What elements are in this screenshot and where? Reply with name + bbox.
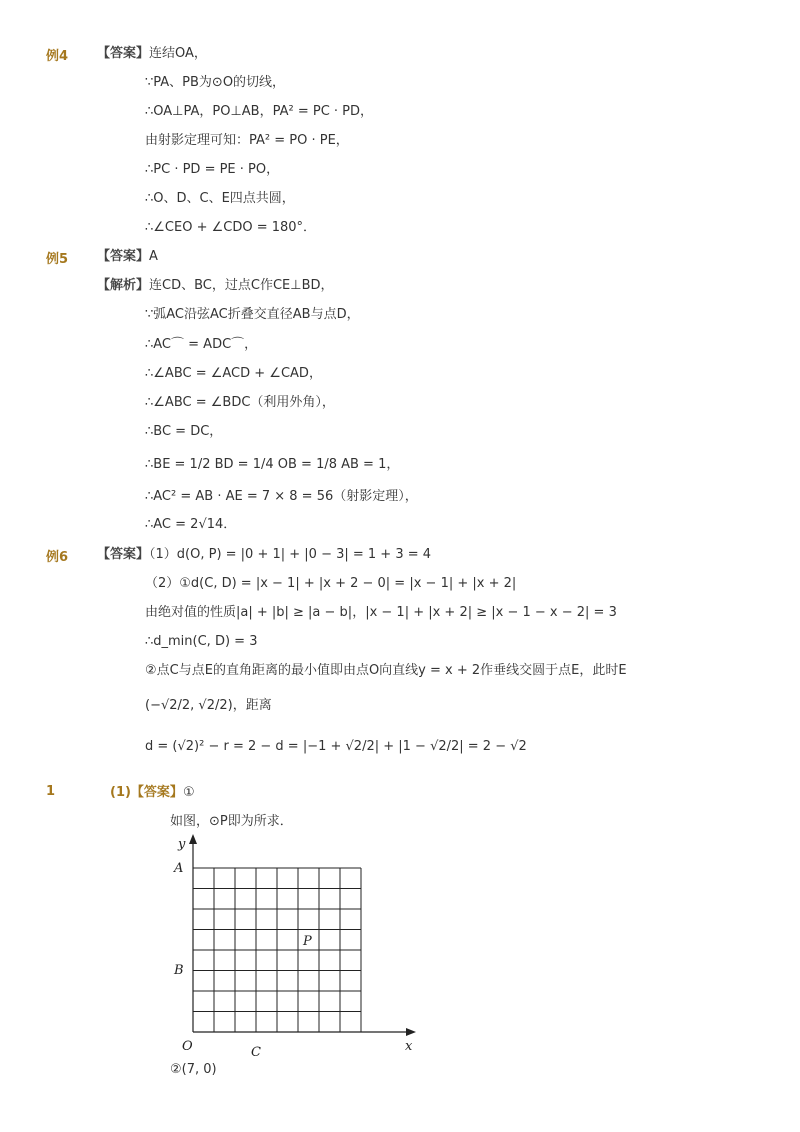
point-c-label: C xyxy=(251,1045,261,1060)
ex5-line-2: ∴AC⌒ = ADC⌒， xyxy=(145,337,258,352)
ex4-line-2: ∴OA⊥PA，PO⊥AB，PA² = PC · PD， xyxy=(145,104,374,119)
ex6-line-0: （1）d(O, P) = |0 + 1| + |0 − 3| = 1 + 3 = 4 xyxy=(149,547,432,562)
y-axis-arrow xyxy=(189,834,197,844)
ex5-line-4: ∴∠ABC = ∠BDC（利用外角）， xyxy=(145,395,335,410)
ex5-line-7: ∴AC² = AB · AE = 7 × 8 = 56（射影定理）， xyxy=(145,489,418,504)
ex5-analysis-label: 【解析】 xyxy=(97,278,150,293)
ex5-line-8: ∴AC = 2√14． xyxy=(145,517,237,532)
ex6-tag: 例6 xyxy=(46,550,69,565)
x-axis-label: x xyxy=(405,1039,413,1054)
origin-label: O xyxy=(182,1039,193,1054)
ex4-line-6: ∴∠CEO + ∠CDO = 180°． xyxy=(145,220,317,235)
coordinate-grid-figure xyxy=(160,828,430,1060)
ex4-answer-row xyxy=(97,44,207,64)
point-a-label: A xyxy=(174,861,184,876)
ex4-line-5: ∴O、D、C、E四点共圆， xyxy=(145,191,295,206)
ex5-line-1: ∵弧AC沿弦AC折叠交直径AB与点D， xyxy=(145,307,360,322)
x-axis-arrow xyxy=(406,1028,416,1036)
ex6-line-3: ∴d_min(C, D) = 3 xyxy=(145,634,258,649)
ex6-answer-row xyxy=(97,545,431,565)
ex4-line-0: 连结OA， xyxy=(149,46,207,61)
ex6-line-1: （2）①d(C, D) = |x − 1| + |x + 2 − 0| = |x − 1| + |x + 2| xyxy=(145,576,517,591)
grid-lines xyxy=(193,868,361,1032)
ex5-answer-label: 【答案】 xyxy=(97,249,150,264)
ex5-line-0: 连CD、BC，过点C作CE⊥BD， xyxy=(149,278,334,293)
ex6-answer-label: 【答案】 xyxy=(97,547,150,562)
point-b-label: B xyxy=(174,963,184,978)
ex5-line-3: ∴∠ABC = ∠ACD + ∠CAD， xyxy=(145,366,322,381)
q1-answer-row xyxy=(110,783,195,803)
ex5-answer-row xyxy=(97,247,158,267)
ex5-answer: A xyxy=(149,249,158,264)
q1-line: 如图，⊙P即为所求． xyxy=(170,814,293,829)
ex6-line-4: ②点C与点E的直角距离的最小值即由点O向直线y = x + 2作垂线交圆于点E，此时E xyxy=(145,663,627,678)
q1-sublabel: (1)【答案】 xyxy=(110,785,183,800)
ex4-line-1: ∵PA、PB为⊙O的切线， xyxy=(145,75,286,90)
y-axis-label: y xyxy=(178,837,186,852)
ex4-answer-label: 【答案】 xyxy=(97,46,150,61)
q1-last-line: ②(7, 0) xyxy=(170,1062,217,1077)
ex4-line-4: ∴PC · PD = PE · PO， xyxy=(145,162,280,177)
ex5-line-6: ∴BE = 1/2 BD = 1/4 OB = 1/8 AB = 1， xyxy=(145,457,400,472)
ex6-line-6: d = (√2)² − r = 2 − d = |−1 + √2/2| + |1 − √2/2| = 2 − √2 xyxy=(145,739,527,754)
q1-answer: ① xyxy=(182,785,195,800)
q1-tag: 1 xyxy=(46,784,56,799)
ex6-line-5: (−√2/2, √2/2)，距离 xyxy=(145,698,272,713)
ex6-line-2: 由绝对值的性质|a| + |b| ≥ |a − b|，|x − 1| + |x + 2| ≥ |x − 1 − x − 2| = 3 xyxy=(145,605,617,620)
point-p-label: P xyxy=(303,934,312,949)
ex5-analysis-row xyxy=(97,276,334,296)
ex5-tag: 例5 xyxy=(46,252,69,267)
ex5-line-5: ∴BC = DC， xyxy=(145,424,223,439)
ex4-line-3: 由射影定理可知：PA² = PO · PE， xyxy=(145,133,349,148)
ex4-tag: 例4 xyxy=(46,49,69,64)
